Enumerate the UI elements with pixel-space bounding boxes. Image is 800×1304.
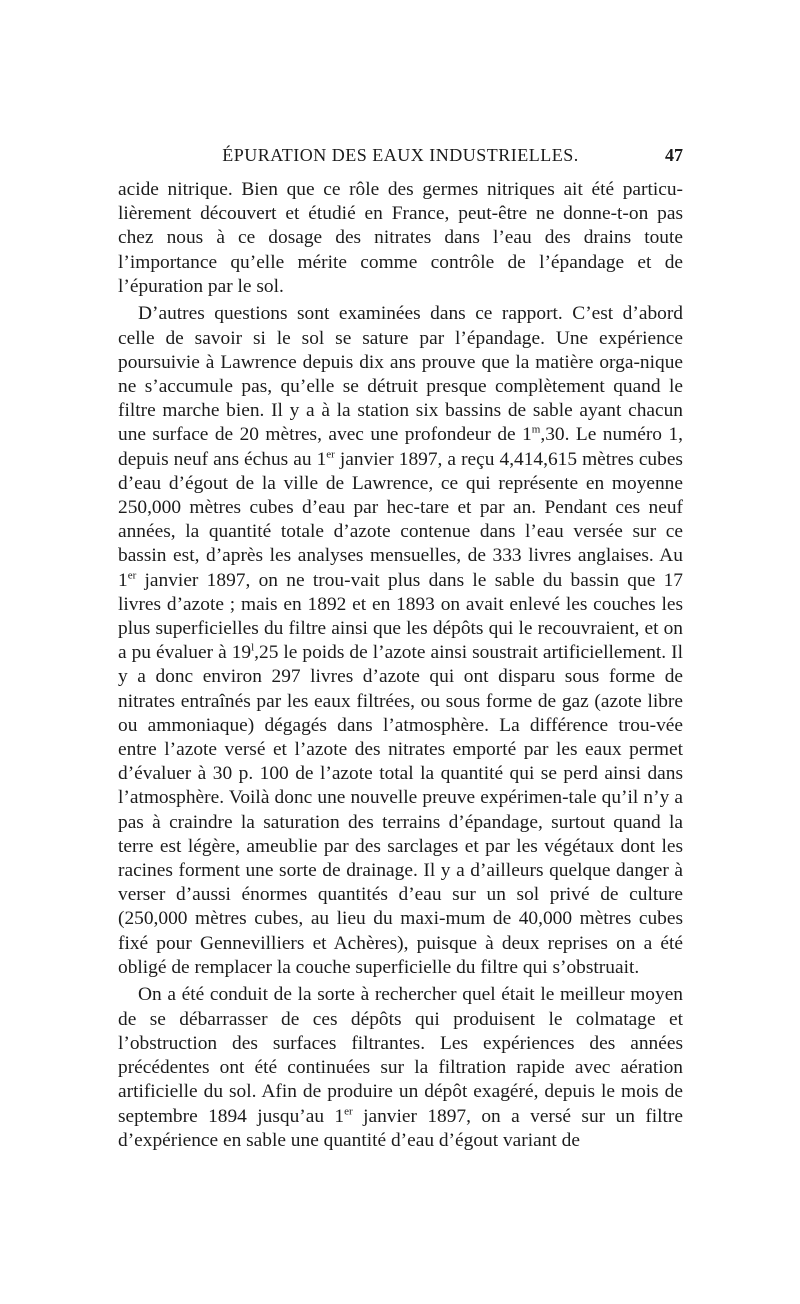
superscript: m (531, 423, 541, 436)
text-run: On a été conduit de la sorte à rechercher quel était le meilleur moyen de se débarrasser de ces dépôts qui produisent le colmatage et l’obstruction des surfaces filtrantes. Les expériences des années précédentes ont été continuées sur la filtration rapide avec aération artificielle du sol. Afin de produire un dépôt exagéré, depuis le mois de septembre 1894 jusqu’au 1 (118, 984, 683, 1127)
superscript: er (344, 1105, 353, 1118)
text-run: janvier 1897, on a versé sur un filtre d’expérience en sable une quantité d’eau d’égout variant de (118, 1105, 684, 1151)
superscript: l (251, 641, 255, 654)
page-number: 47 (665, 145, 683, 165)
text-run: D’autres questions sont examinées dans ce rapport. C’est d’abord celle de savoir si le sol se sature par l’épandage. Une expérience poursuivie à Lawrence depuis dix ans prouve que la matière orga-nique ne s’accumule pas, qu’elle se détruit presque complètement quand le filtre marche bien. Il y a à la station six bassins de sable ayant chacun une surface de 20 mètres, avec une profondeur de 1 (118, 303, 683, 446)
superscript: er (326, 448, 335, 461)
paragraph-3 (118, 983, 683, 1152)
text-run: ,30. Le numéro 1, depuis neuf ans échus au 1 (118, 424, 683, 470)
text-run: ,25 le poids de l’azote ainsi soustrait artificiellement. Il y a donc environ 297 livres d’azote qui ont disparu sous forme de nitrates entraînés par les eaux filtrées, ou sous forme de gaz (azote libre ou ammoniaque) dégagés dans l’atmosphère. La différence trou-vée entre l’azote versé et l’azote des nitrates emporté par les eaux permet d’évaluer à 30 p. 100 de l’azote total la quantité qui se perd ainsi dans l’atmosphère. Voilà donc une nouvelle preuve expérimen-tale qu’il n’y a pas à craindre la saturation des terrains d’épandage, surtout quand la terre est légère, ameublie par des sarclages et par les végétaux dont les racines forment une sorte de drainage. Il y a d’ailleurs quelque danger à verser d’aussi énormes quantités d’eau sur un sol privé de culture (250,000 mètres cubes, au lieu du maxi-mum de 40,000 mètres cubes fixé pour Gennevilliers et Achères), puisque à deux reprises on a été obligé de remplacer la couche superficielle du filtre qui s’obstruait. (118, 642, 683, 978)
text-run: janvier 1897, a reçu 4,414,615 mètres cubes d’eau d’égout de la ville de Lawrence, ce qui représente en moyenne 250,000 mètres cubes d’eau par hec-tare et par an. Pendant ces neuf années, la quantité totale d’azote contenue dans l’eau versée sur ce bassin est, d’après les analyses mensuelles, de 333 livres anglaises. Au 1 (118, 448, 683, 591)
paragraph-1 (118, 178, 683, 299)
page-header (118, 145, 683, 169)
running-title: ÉPURATION DES EAUX INDUSTRIELLES. (222, 145, 579, 165)
text-run: acide nitrique. Bien que ce rôle des germes nitriques ait été particu-lièrement découvert et étudié en France, peut-être ne donne-t-on pas chez nous à ce dosage des nitrates dans l’eau des drains toute l’importance qu’elle mérite comme contrôle de l’épandage et de l’épuration par le sol. (118, 179, 683, 297)
paragraph-2 (118, 302, 683, 980)
superscript: er (127, 569, 137, 582)
text-run: janvier 1897, on ne trou-vait plus dans le sable du bassin que 17 livres d’azote ; mais en 1892 et en 1893 on avait enlevé les couches les plus superficielles du filtre ainsi que les dépôts qui le recouvraient, et on a pu évaluer à 19 (118, 569, 683, 664)
body-text (118, 178, 683, 1153)
